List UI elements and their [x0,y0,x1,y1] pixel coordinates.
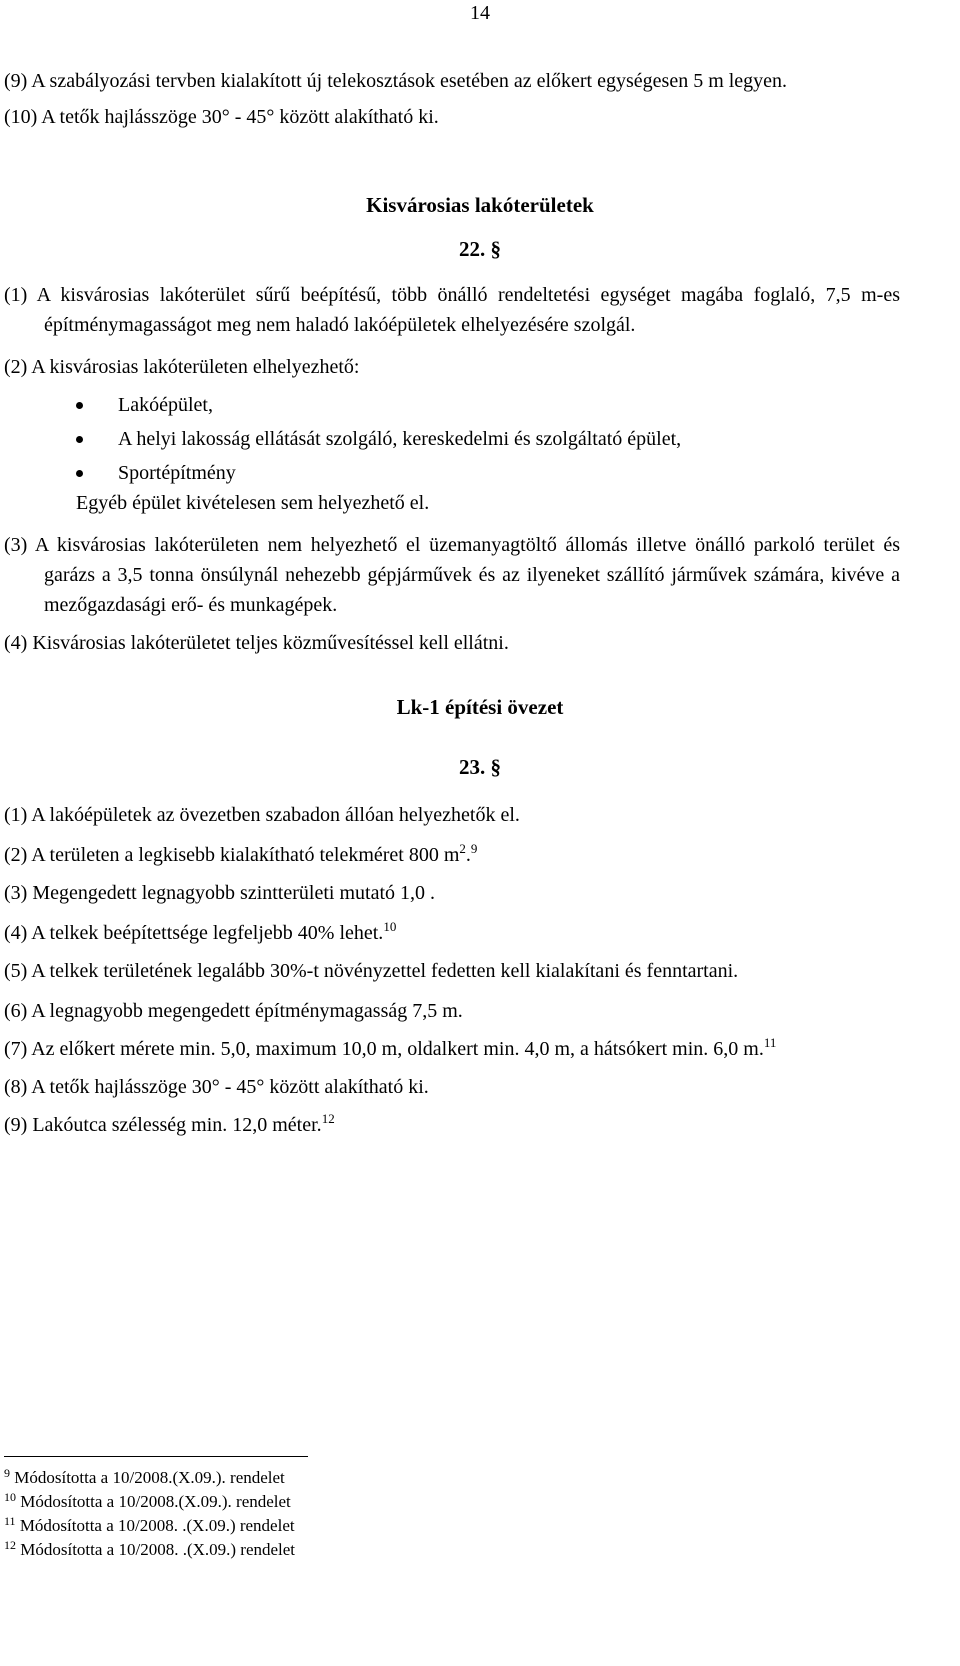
paragraph-22-1: (1) A kisvárosias lakóterület sűrű beépítésű, több önálló rendeltetési egységet magába foglaló, 7,5 m-es építménymagasságot meg nem haladó lakóépületek elhelyezésére szolgál. [4,284,900,336]
footnotes [4,1466,295,1562]
section-22: 22. § [459,237,501,261]
footnote: $^{11}$ Módosította a 10/2008. .(X.09.) rendelet [4,1514,295,1535]
list-item: A helyi lakosság ellátását szolgáló, kereskedelmi és szolgáltató épület, [0,424,960,454]
paragraph-23-2: (2) A területen a legkisebb kialakítható telekméret 800 $m^2.^9$ [4,841,478,866]
list-item: Sportépítmény [0,458,960,488]
section-23: 23. § [459,755,501,779]
paragraph-22-2-note: Egyéb épület kivételesen sem helyezhető el. [76,492,430,514]
footnote: $^{10}$ Módosította a 10/2008.(X.09.). rendelet [4,1490,291,1511]
footnote-divider [4,1456,308,1457]
paragraph-23-4: (4) A telkek beépítettsége legfeljebb 40% lehet.$^{10}$ [4,919,397,944]
page-number: 14 [470,2,490,24]
document-body [0,66,960,1140]
paragraph-23-3: (3) Megengedett legnagyobb szintterületi mutató 1,0 . [4,882,435,904]
heading-kisvarosias: Kisvárosias lakóterületek [366,193,594,217]
paragraph-9: (9) A szabályozási tervben kialakított új telekosztások esetében az előkert egységesen 5 m legyen. [4,70,788,92]
footnote: $^{12}$ Módosította a 10/2008. .(X.09.) rendelet [4,1538,296,1559]
paragraph-23-6: (6) A legnagyobb megengedett építménymagasság 7,5 m. [4,1000,463,1022]
paragraph-10: (10) A tetők hajlásszöge 30° - 45° között alakítható ki. [4,106,439,128]
paragraph-22-4: (4) Kisvárosias lakóterületet teljes közművesítéssel kell ellátni. [4,632,509,654]
footnote: $^9$ Módosította a 10/2008.(X.09.). rendelet [4,1466,285,1487]
paragraph-23-5: (5) A telkek területének legalább 30%-t növényzettel fedetten kell kialakítani és fenntartani. [4,960,739,982]
footnote-ref: 9 [470,841,478,856]
bullet-icon [76,436,83,443]
paragraph-23-8: (8) A tetők hajlásszöge 30° - 45° között alakítható ki. [4,1076,429,1098]
bullet-icon [76,402,83,409]
allowed-buildings-list [0,390,960,488]
heading-lk1: Lk-1 építési övezet [396,695,564,719]
paragraph-23-7: (7) Az előkert mérete min. 5,0, maximum 10,0 m, oldalkert min. 4,0 m, a hátsókert min. 6,0 m.$^{11}$ [4,1035,777,1060]
footnote-ref: 11 [763,1035,777,1050]
footnote-ref: 10 [383,919,397,934]
bullet-icon [76,470,83,477]
paragraph-23-9: (9) Lakóutca szélesség min. 12,0 méter.$^{12}$ [4,1111,335,1136]
paragraph-22-3: (3) A kisvárosias lakóterületen nem helyezhető el üzemanyagtöltő állomás illetve önálló parkoló terület és garázs a 3,5 tonna önsúlynál nehezebb gépjárművek és az ilyeneket szállító járművek számára, kivéve a mezőgazdasági erő- és munkagépek. [4,534,900,616]
paragraph-22-2: (2) A kisvárosias lakóterületen elhelyezhető: [4,356,360,378]
paragraph-23-1: (1) A lakóépületek az övezetben szabadon állóan helyezhetők el. [4,804,520,826]
footnote-ref: 12 [321,1111,335,1126]
list-item: Lakóépület, [0,390,960,420]
